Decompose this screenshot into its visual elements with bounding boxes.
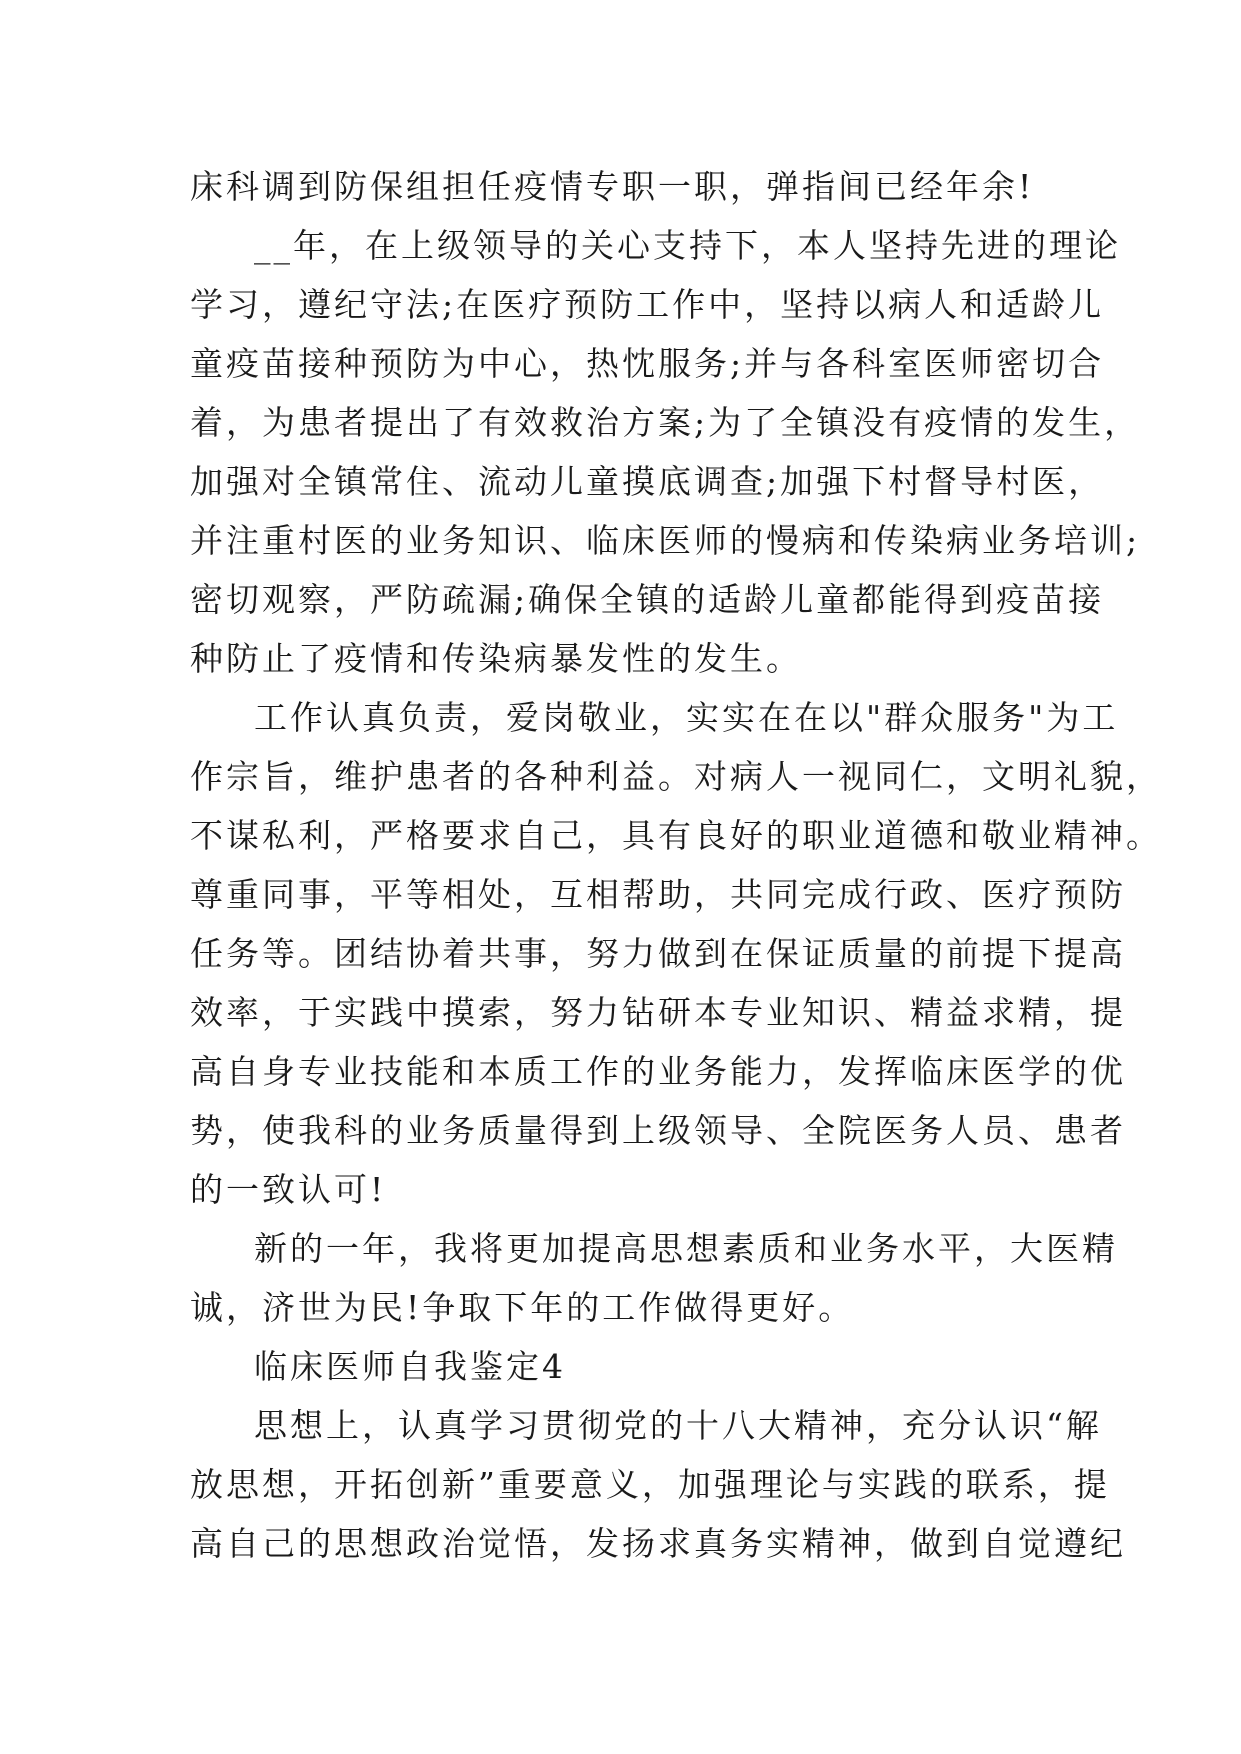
text-line: 诚，济世为民!争取下年的工作做得更好。 (190, 1288, 855, 1327)
text-line: 放思想，开拓创新”重要意义，加强理论与实践的联系，提 (190, 1465, 1110, 1504)
text-line: 种防止了疫情和传染病暴发性的发生。 (190, 639, 802, 678)
text-line: 的一致认可! (190, 1170, 387, 1209)
text-line: 高自己的思想政治觉悟，发扬求真务实精神，做到自觉遵纪 (190, 1524, 1126, 1563)
text-line: 并注重村医的业务知识、临床医师的慢病和传染病业务培训; (190, 521, 1141, 560)
text-line: 床科调到防保组担任疫情专职一职，弹指间已经年余! (190, 167, 1035, 206)
paragraph-first-line: 工作认真负责，爱岗敬业，实实在在以"群众服务"为工 (254, 698, 1119, 737)
text-line: 效率，于实践中摸索，努力钻研本专业知识、精益求精，提 (190, 993, 1126, 1032)
text-line: 高自身专业技能和本质工作的业务能力，发挥临床医学的优 (190, 1052, 1126, 1091)
text-line: 任务等。团结协着共事，努力做到在保证质量的前提下提高 (190, 934, 1126, 973)
text-line: 作宗旨，维护患者的各种利益。对病人一视同仁，文明礼貌， (190, 757, 1162, 796)
text-line: 势，使我科的业务质量得到上级领导、全院医务人员、患者 (190, 1111, 1126, 1150)
text-line: 密切观察，严防疏漏;确保全镇的适龄儿童都能得到疫苗接 (190, 580, 1105, 619)
text-line: 着，为患者提出了有效救治方案;为了全镇没有疫情的发生， (190, 403, 1141, 442)
paragraph-first-line: 思想上，认真学习贯彻党的十八大精神，充分认识“解 (254, 1406, 1102, 1445)
paragraph-first-line: __年，在上级领导的关心支持下，本人坚持先进的理论 (254, 226, 1121, 265)
text-line: 不谋私利，严格要求自己，具有良好的职业道德和敬业精神。 (190, 816, 1162, 855)
text-line: 童疫苗接种预防为中心，热忱服务;并与各科室医师密切合 (190, 344, 1105, 383)
text-line: 尊重同事，平等相处，互相帮助，共同完成行政、医疗预防 (190, 875, 1126, 914)
document-body (190, 157, 1162, 1573)
text-line: 加强对全镇常住、流动儿童摸底调查;加强下村督导村医， (190, 462, 1105, 501)
text-line: 学习，遵纪守法;在医疗预防工作中，坚持以病人和适龄儿 (190, 285, 1105, 324)
paragraph-first-line: 新的一年，我将更加提高思想素质和业务水平，大医精 (254, 1229, 1118, 1268)
section-heading: 临床医师自我鉴定4 (254, 1347, 566, 1386)
